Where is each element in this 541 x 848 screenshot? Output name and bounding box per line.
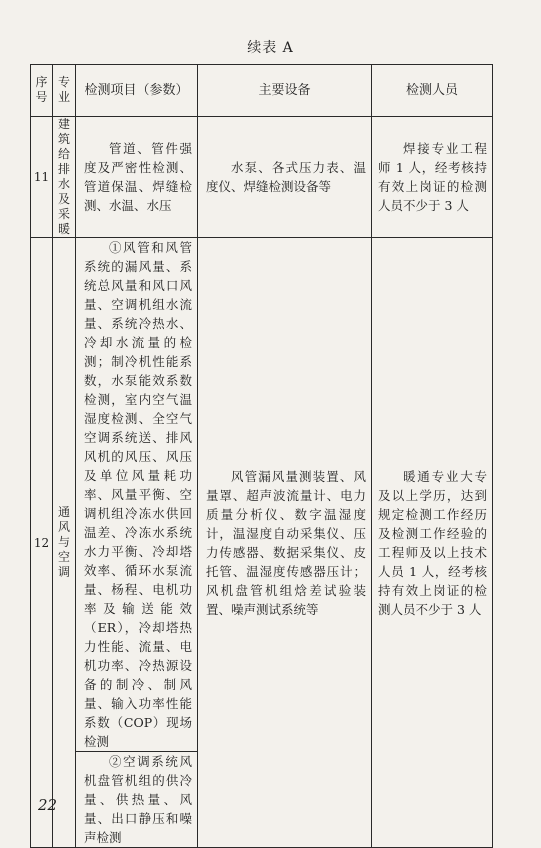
row-staff: 暖通专业大专及以上学历，达到规定检测工作经历及检测工作经验的工程师及以上技术人员 1 人，经考核持有效上岗证的检测人员不少于 3 人 xyxy=(372,238,493,848)
header-staff: 检测人员 xyxy=(372,65,493,117)
header-row xyxy=(31,65,493,117)
row-specialty: 通风与空调 xyxy=(53,238,76,848)
row-staff: 焊接专业工程师 1 人，经考核持有效上岗证的检测人员不少于 3 人 xyxy=(372,117,493,238)
row-seq: 12 xyxy=(31,238,53,848)
page-number: 22 xyxy=(38,796,58,814)
table-caption: 续表 A xyxy=(247,40,294,56)
header-specialty: 专业 xyxy=(53,65,76,117)
row-item: ①风管和风管系统的漏风量、系统总风量和风口风量、空调机组水流量、系统冷热水、冷却水流量的检测；制冷机性能系数，水泵能效系数检测，室内空气温湿度检测、全空气空调系统送、排风风机的风压、风压及单位风量耗功率、风量平衡、空调机组冷冻水供回温差、冷冻水系统水力平衡、冷却塔效率、循环水泵流量、杨程、电机功率及输送能效（ER），冷却塔热力性能、流量、电机功率、冷热源设备的制冷、制风量、输入功率性能系数（COP）现场检测 xyxy=(76,238,198,752)
row-item: 管道、管件强度及严密性检测、管道保温、焊缝检测、水温、水压 xyxy=(76,117,198,238)
header-item: 检测项目（参数） xyxy=(76,65,198,117)
table-row xyxy=(31,117,493,238)
header-equipment: 主要设备 xyxy=(198,65,372,117)
row-seq: 11 xyxy=(31,117,53,238)
row-equipment: 风管漏风量测装置、风量罩、超声波流量计、电力质量分析仪、数字温湿度计，温湿度自动采集仪、压力传感器、数据采集仪、皮托管、温湿度传感器压计；风机盘管机组焓差试验装置、噪声测试系统等 xyxy=(198,238,372,848)
row-specialty: 建筑给排水及采暖 xyxy=(53,117,76,238)
row-equipment: 水泵、各式压力表、温度仪、焊缝检测设备等 xyxy=(198,117,372,238)
row-item-secondary: ②空调系统风机盘管机组的供冷量、供热量、风量、出口静压和噪声检测 xyxy=(76,752,198,848)
table-row xyxy=(31,238,493,752)
header-seq: 序号 xyxy=(31,65,53,117)
inspection-table xyxy=(30,64,493,848)
